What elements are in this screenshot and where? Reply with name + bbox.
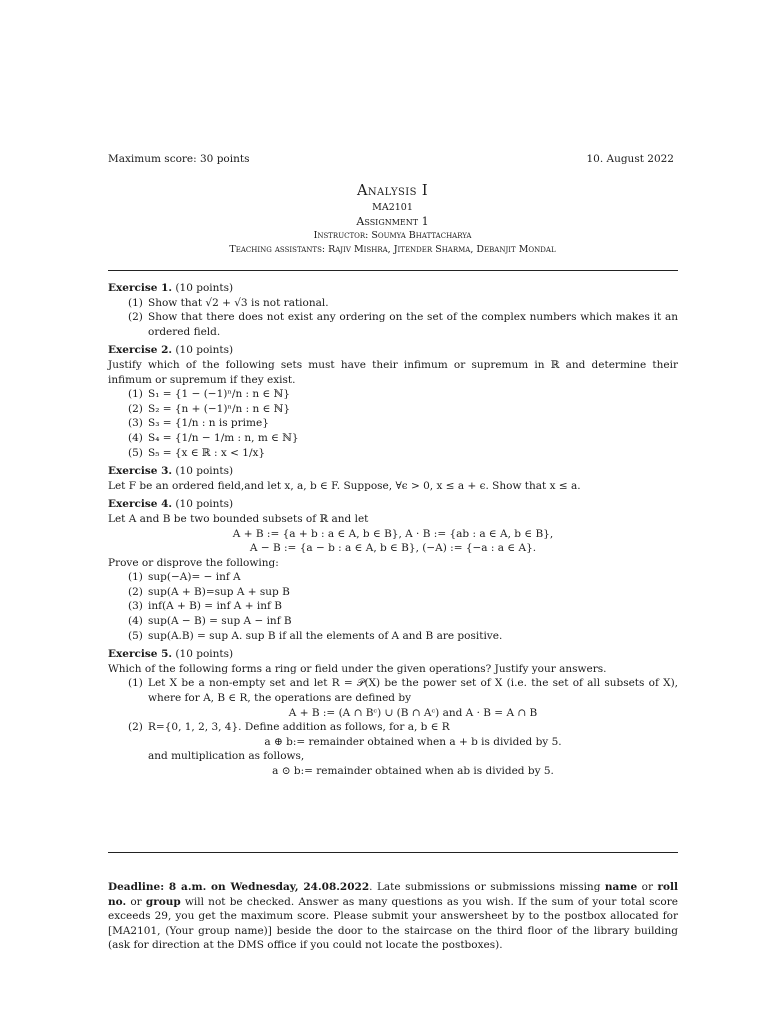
list-item: [108, 614, 678, 629]
deadline-label: Deadline: 8 a.m. on Wednesday, 24.08.2022: [108, 881, 370, 893]
list-item: [108, 402, 678, 417]
item-number: (4): [128, 615, 143, 628]
item-text: S₃ = {1/n : n is prime}: [148, 417, 269, 430]
item-text: Show that √2 + √3 is not rational.: [148, 296, 329, 309]
exercise-heading: [108, 497, 678, 512]
deadline-note: [108, 880, 678, 953]
exercise-points: (10 points): [175, 498, 234, 511]
exercise-heading: [108, 343, 678, 358]
list-item: [108, 431, 678, 446]
deadline-text: will not be checked. Answer as many questions as you wish. If the sum of your total score exceeds 29, you get the maximum score. Please submit your answersheet by to the postbox allocated for [MA2101, (Your group name)] beside the door to the staircase on the third floor of the library building (ask for direction at the DMS office if you could not locate the postboxes).: [108, 895, 678, 952]
item-text: sup(−A)= − inf A: [148, 571, 241, 584]
exercise-points: (10 points): [175, 465, 234, 478]
list-item: [108, 416, 678, 431]
item-text: sup(A + B)=sup A + sup B: [148, 585, 290, 598]
list-item: [108, 720, 678, 778]
exercise-3: [108, 464, 678, 493]
exercise-prompt: Prove or disprove the following:: [108, 556, 279, 569]
exercise-points: (10 points): [175, 282, 234, 294]
list-item: [108, 387, 678, 402]
item-number: (3): [128, 600, 143, 613]
exercises: [108, 281, 678, 783]
max-score: Maximum score: 30 points: [108, 153, 250, 165]
item-text-continued: and multiplication as follows,: [148, 750, 305, 763]
item-text: S₄ = {1/n − 1/m : n, m ∈ ℕ}: [148, 431, 299, 444]
exercise-intro: Justify which of the following sets must have their infimum or supremum in ℝ and determine their infimum or supremum if they exist.: [108, 358, 678, 386]
display-equation: A + B := {a + b : a ∈ A, b ∈ B}, A · B := {ab : a ∈ A, b ∈ B},: [232, 527, 554, 540]
item-text: sup(A.B) = sup A. sup B if all the elements of A and B are positive.: [148, 629, 503, 642]
date: 10. August 2022: [586, 153, 674, 165]
exercise-label: Exercise 4.: [108, 498, 173, 511]
display-equation: a ⊙ b:= remainder obtained when ab is divided by 5.: [272, 765, 554, 777]
display-equation: A − B := {a − b : a ∈ A, b ∈ B}, (−A) := {−a : a ∈ A}.: [249, 542, 537, 555]
item-text: S₂ = {n + (−1)ⁿ/n : n ∈ ℕ}: [148, 402, 291, 415]
exercise-intro: Which of the following forms a ring or field under the given operations? Justify your answers.: [108, 662, 607, 675]
exercise-label: Exercise 3.: [108, 465, 173, 478]
display-equation: a ⊕ b:= remainder obtained when a + b is divided by 5.: [264, 735, 562, 748]
teaching-assistants: Teaching assistants: Rajiv Mishra, Jitender Sharma, Debanjit Mondal: [229, 244, 556, 255]
deadline-text: or: [126, 895, 146, 908]
list-item: [108, 446, 678, 461]
item-text: S₁ = {1 − (−1)ⁿ/n : n ∈ ℕ}: [148, 388, 290, 401]
item-number: (1): [128, 571, 143, 584]
list-item: [108, 585, 678, 600]
exercise-points: (10 points): [175, 344, 234, 357]
item-number: (1): [128, 677, 143, 690]
exercise-intro: Let A and B be two bounded subsets of ℝ and let: [108, 512, 369, 525]
item-number: (1): [128, 388, 143, 401]
instructor: Instructor: Soumya Bhattacharya: [313, 230, 472, 241]
exercise-5: [108, 647, 678, 778]
list-item: [108, 310, 678, 339]
item-number: (4): [128, 431, 143, 444]
item-text: R={0, 1, 2, 3, 4}. Define addition as follows, for a, b ∈ R: [148, 721, 450, 734]
list-item: [108, 599, 678, 614]
exercise-points: (10 points): [175, 648, 234, 661]
list-item: [108, 676, 678, 720]
deadline-text: or: [637, 881, 658, 893]
name-word: name: [604, 881, 638, 893]
item-text: sup(A − B) = sup A − inf B: [148, 615, 292, 628]
exercise-heading: [108, 464, 678, 479]
exercise-2: [108, 343, 678, 460]
list-item: [108, 570, 678, 585]
display-equation: A + B := (A ∩ Bᶜ) ∪ (B ∩ Aᶜ) and A · B = A ∩ B: [288, 706, 538, 719]
top-divider: [108, 270, 678, 271]
exercise-label: Exercise 1.: [108, 282, 173, 294]
course-code: MA2101: [372, 202, 413, 213]
item-number: (2): [128, 402, 143, 415]
exercise-label: Exercise 5.: [108, 648, 173, 661]
item-number: (3): [128, 417, 143, 430]
bottom-divider: [108, 852, 678, 853]
item-text: inf(A + B) = inf A + inf B: [148, 600, 282, 613]
item-number: (2): [128, 585, 143, 598]
group-word: group: [145, 895, 181, 908]
item-text: S₅ = {x ∈ ℝ : x < 1/x}: [148, 446, 266, 459]
exercise-heading: [108, 281, 678, 296]
deadline-text: . Late submissions or submissions missing: [369, 881, 605, 893]
course-name: Analysis I: [356, 183, 429, 199]
item-text: Let X be a non-empty set and let R = 𝒫(X) be the power set of X (i.e. the set of all subsets of X), where for A, B ∈ R, the operations are defined by: [148, 677, 678, 705]
item-number: (5): [128, 629, 143, 642]
exercise-4: [108, 497, 678, 643]
item-text: Show that there does not exist any ordering on the set of the complex numbers which makes it an ordered field.: [148, 311, 678, 338]
exercise-intro: Let F be an ordered field,and let x, a, b ∈ F. Suppose, ∀ϵ > 0, x ≤ a + ϵ. Show that x ≤ a.: [108, 479, 581, 492]
item-number: (2): [128, 721, 143, 734]
exercise-label: Exercise 2.: [108, 344, 173, 357]
list-item: [108, 296, 678, 311]
item-number: (5): [128, 446, 143, 459]
header-line: [108, 152, 674, 166]
roll-word: roll no.: [108, 881, 678, 908]
title-block: [108, 182, 677, 257]
item-number: (2): [128, 311, 143, 324]
assignment-number: Assignment 1: [356, 215, 429, 228]
exercise-heading: [108, 647, 678, 662]
item-number: (1): [128, 296, 143, 309]
exercise-1: [108, 281, 678, 339]
list-item: [108, 629, 678, 644]
